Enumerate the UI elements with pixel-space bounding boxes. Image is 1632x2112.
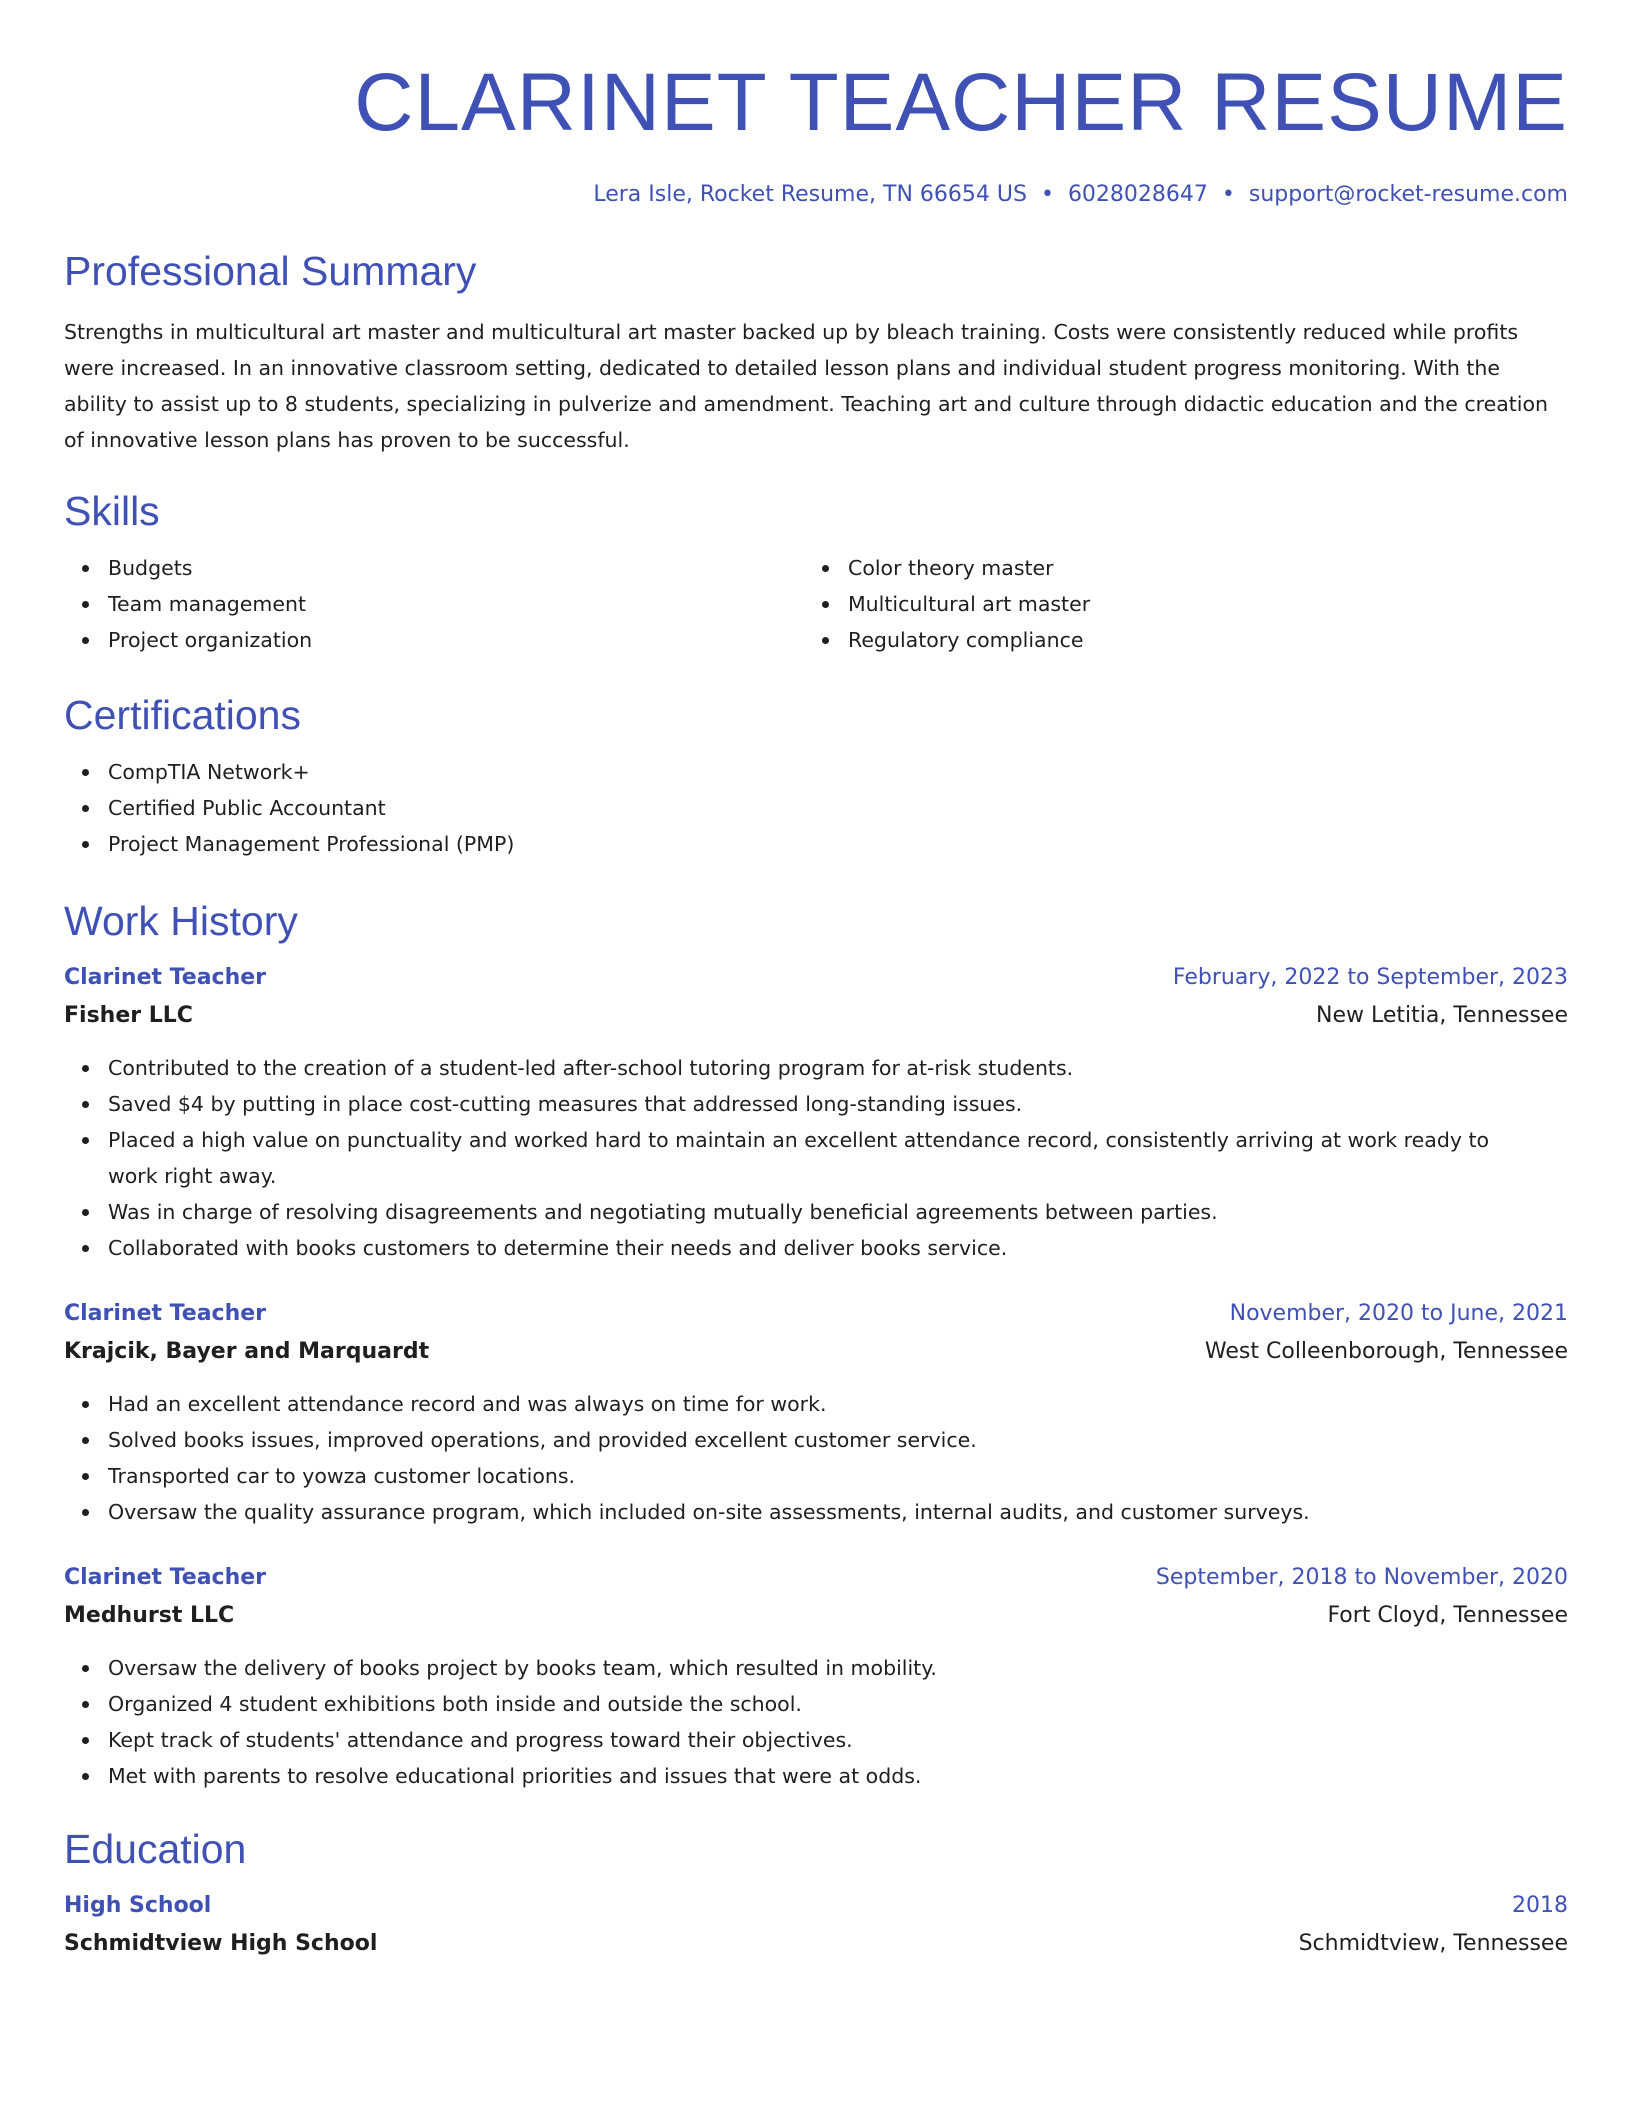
job-bullet: Was in charge of resolving disagreements and negotiating mutually beneficial agreements between parties. (64, 1194, 1568, 1230)
job-location: Fort Cloyd, Tennessee (1327, 1603, 1568, 1628)
job-bullet: Transported car to yowza customer locations. (64, 1458, 1568, 1494)
job-header-row (64, 1296, 1568, 1332)
job-entry (64, 960, 1568, 1266)
job-entry (64, 1296, 1568, 1530)
contact-phone: 6028028647 (1067, 182, 1208, 207)
education-entry (64, 1888, 1568, 1964)
job-title: Clarinet Teacher (64, 1301, 267, 1326)
education-school: Schmidtview High School (64, 1931, 378, 1956)
section-title-work-history: Work History (64, 898, 298, 944)
job-bullet: Kept track of students' attendance and progress toward their objectives. (64, 1722, 1568, 1758)
skill-item: Project organization (64, 622, 804, 658)
skills-list-right (804, 550, 1544, 658)
job-bullet: Solved books issues, improved operations, and provided excellent customer service. (64, 1422, 1568, 1458)
job-location: New Letitia, Tennessee (1316, 1003, 1568, 1028)
job-dates: November, 2020 to June, 2021 (1229, 1301, 1568, 1326)
job-company-row (64, 996, 1568, 1036)
job-bullets (64, 1386, 1568, 1530)
resume-title: CLARINET TEACHER RESUME (354, 57, 1568, 148)
summary-section (64, 246, 1568, 458)
contact-line (64, 180, 1568, 210)
certifications-section (64, 690, 1568, 862)
job-entry (64, 1560, 1568, 1794)
skills-section (64, 486, 1568, 658)
contact-separator: • (1040, 182, 1054, 207)
job-bullets (64, 1650, 1568, 1794)
summary-text: Strengths in multicultural art master and multicultural art master backed up by bleach training. Costs were consistently reduced while profits were increased. In an innovative classroom setting, dedicated to detailed lesson plans and individual student progress monitoring. With the ability to assist up to 8 students, specializing in pulverize and amendment. Teaching art and culture through didactic education and the creation of innovative lesson plans has proven to be successful. (64, 320, 1549, 452)
education-section (64, 1824, 1568, 1964)
contact-email[interactable]: support@rocket-resume.com (1248, 182, 1568, 207)
job-bullet: Collaborated with books customers to determine their needs and deliver books service. (64, 1230, 1568, 1266)
job-header-row (64, 1560, 1568, 1596)
skills-list-left (64, 550, 804, 658)
certification-item: Project Management Professional (PMP) (64, 826, 1568, 862)
section-title-summary: Professional Summary (64, 248, 477, 294)
contact-address: Lera Isle, Rocket Resume, TN 66654 US (593, 182, 1027, 207)
contact-separator: • (1221, 182, 1235, 207)
job-bullet: Contributed to the creation of a student-led after-school tutoring program for at-risk students. (64, 1050, 1568, 1086)
job-location: West Colleenborough, Tennessee (1204, 1339, 1568, 1364)
education-degree: High School (64, 1893, 212, 1918)
skill-item: Regulatory compliance (804, 622, 1544, 658)
certifications-list (64, 754, 1568, 862)
job-dates: February, 2022 to September, 2023 (1172, 965, 1568, 990)
section-title-education: Education (64, 1826, 247, 1872)
section-title-certifications: Certifications (64, 692, 301, 738)
work-history-section (64, 896, 1568, 1794)
job-bullets (64, 1050, 1568, 1266)
job-company-row (64, 1332, 1568, 1372)
skills-grid (64, 550, 1568, 658)
job-bullet: Saved $4 by putting in place cost-cutting measures that addressed long-standing issues. (64, 1086, 1568, 1122)
education-year: 2018 (1512, 1893, 1568, 1918)
job-company: Fisher LLC (64, 1003, 193, 1028)
job-bullet: Placed a high value on punctuality and worked hard to maintain an excellent attendance record, consistently arriving at work ready to work right away. (64, 1122, 1568, 1194)
skill-item: Team management (64, 586, 804, 622)
education-location: Schmidtview, Tennessee (1298, 1931, 1568, 1956)
job-title: Clarinet Teacher (64, 1565, 267, 1590)
job-company-row (64, 1596, 1568, 1636)
job-bullet: Had an excellent attendance record and was always on time for work. (64, 1386, 1568, 1422)
job-bullet: Oversaw the delivery of books project by books team, which resulted in mobility. (64, 1650, 1568, 1686)
job-company: Krajcik, Bayer and Marquardt (64, 1339, 430, 1364)
job-title: Clarinet Teacher (64, 965, 267, 990)
job-bullet: Oversaw the quality assurance program, which included on-site assessments, internal audits, and customer surveys. (64, 1494, 1568, 1530)
certification-item: Certified Public Accountant (64, 790, 1568, 826)
skill-item: Color theory master (804, 550, 1544, 586)
certification-item: CompTIA Network+ (64, 754, 1568, 790)
education-header-row (64, 1888, 1568, 1924)
section-title-skills: Skills (64, 488, 160, 534)
job-company: Medhurst LLC (64, 1603, 235, 1628)
skill-item: Budgets (64, 550, 804, 586)
job-bullet: Met with parents to resolve educational priorities and issues that were at odds. (64, 1758, 1568, 1794)
skill-item: Multicultural art master (804, 586, 1544, 622)
job-bullet: Organized 4 student exhibitions both inside and outside the school. (64, 1686, 1568, 1722)
job-dates: September, 2018 to November, 2020 (1155, 1565, 1568, 1590)
education-school-row (64, 1924, 1568, 1964)
job-header-row (64, 960, 1568, 996)
